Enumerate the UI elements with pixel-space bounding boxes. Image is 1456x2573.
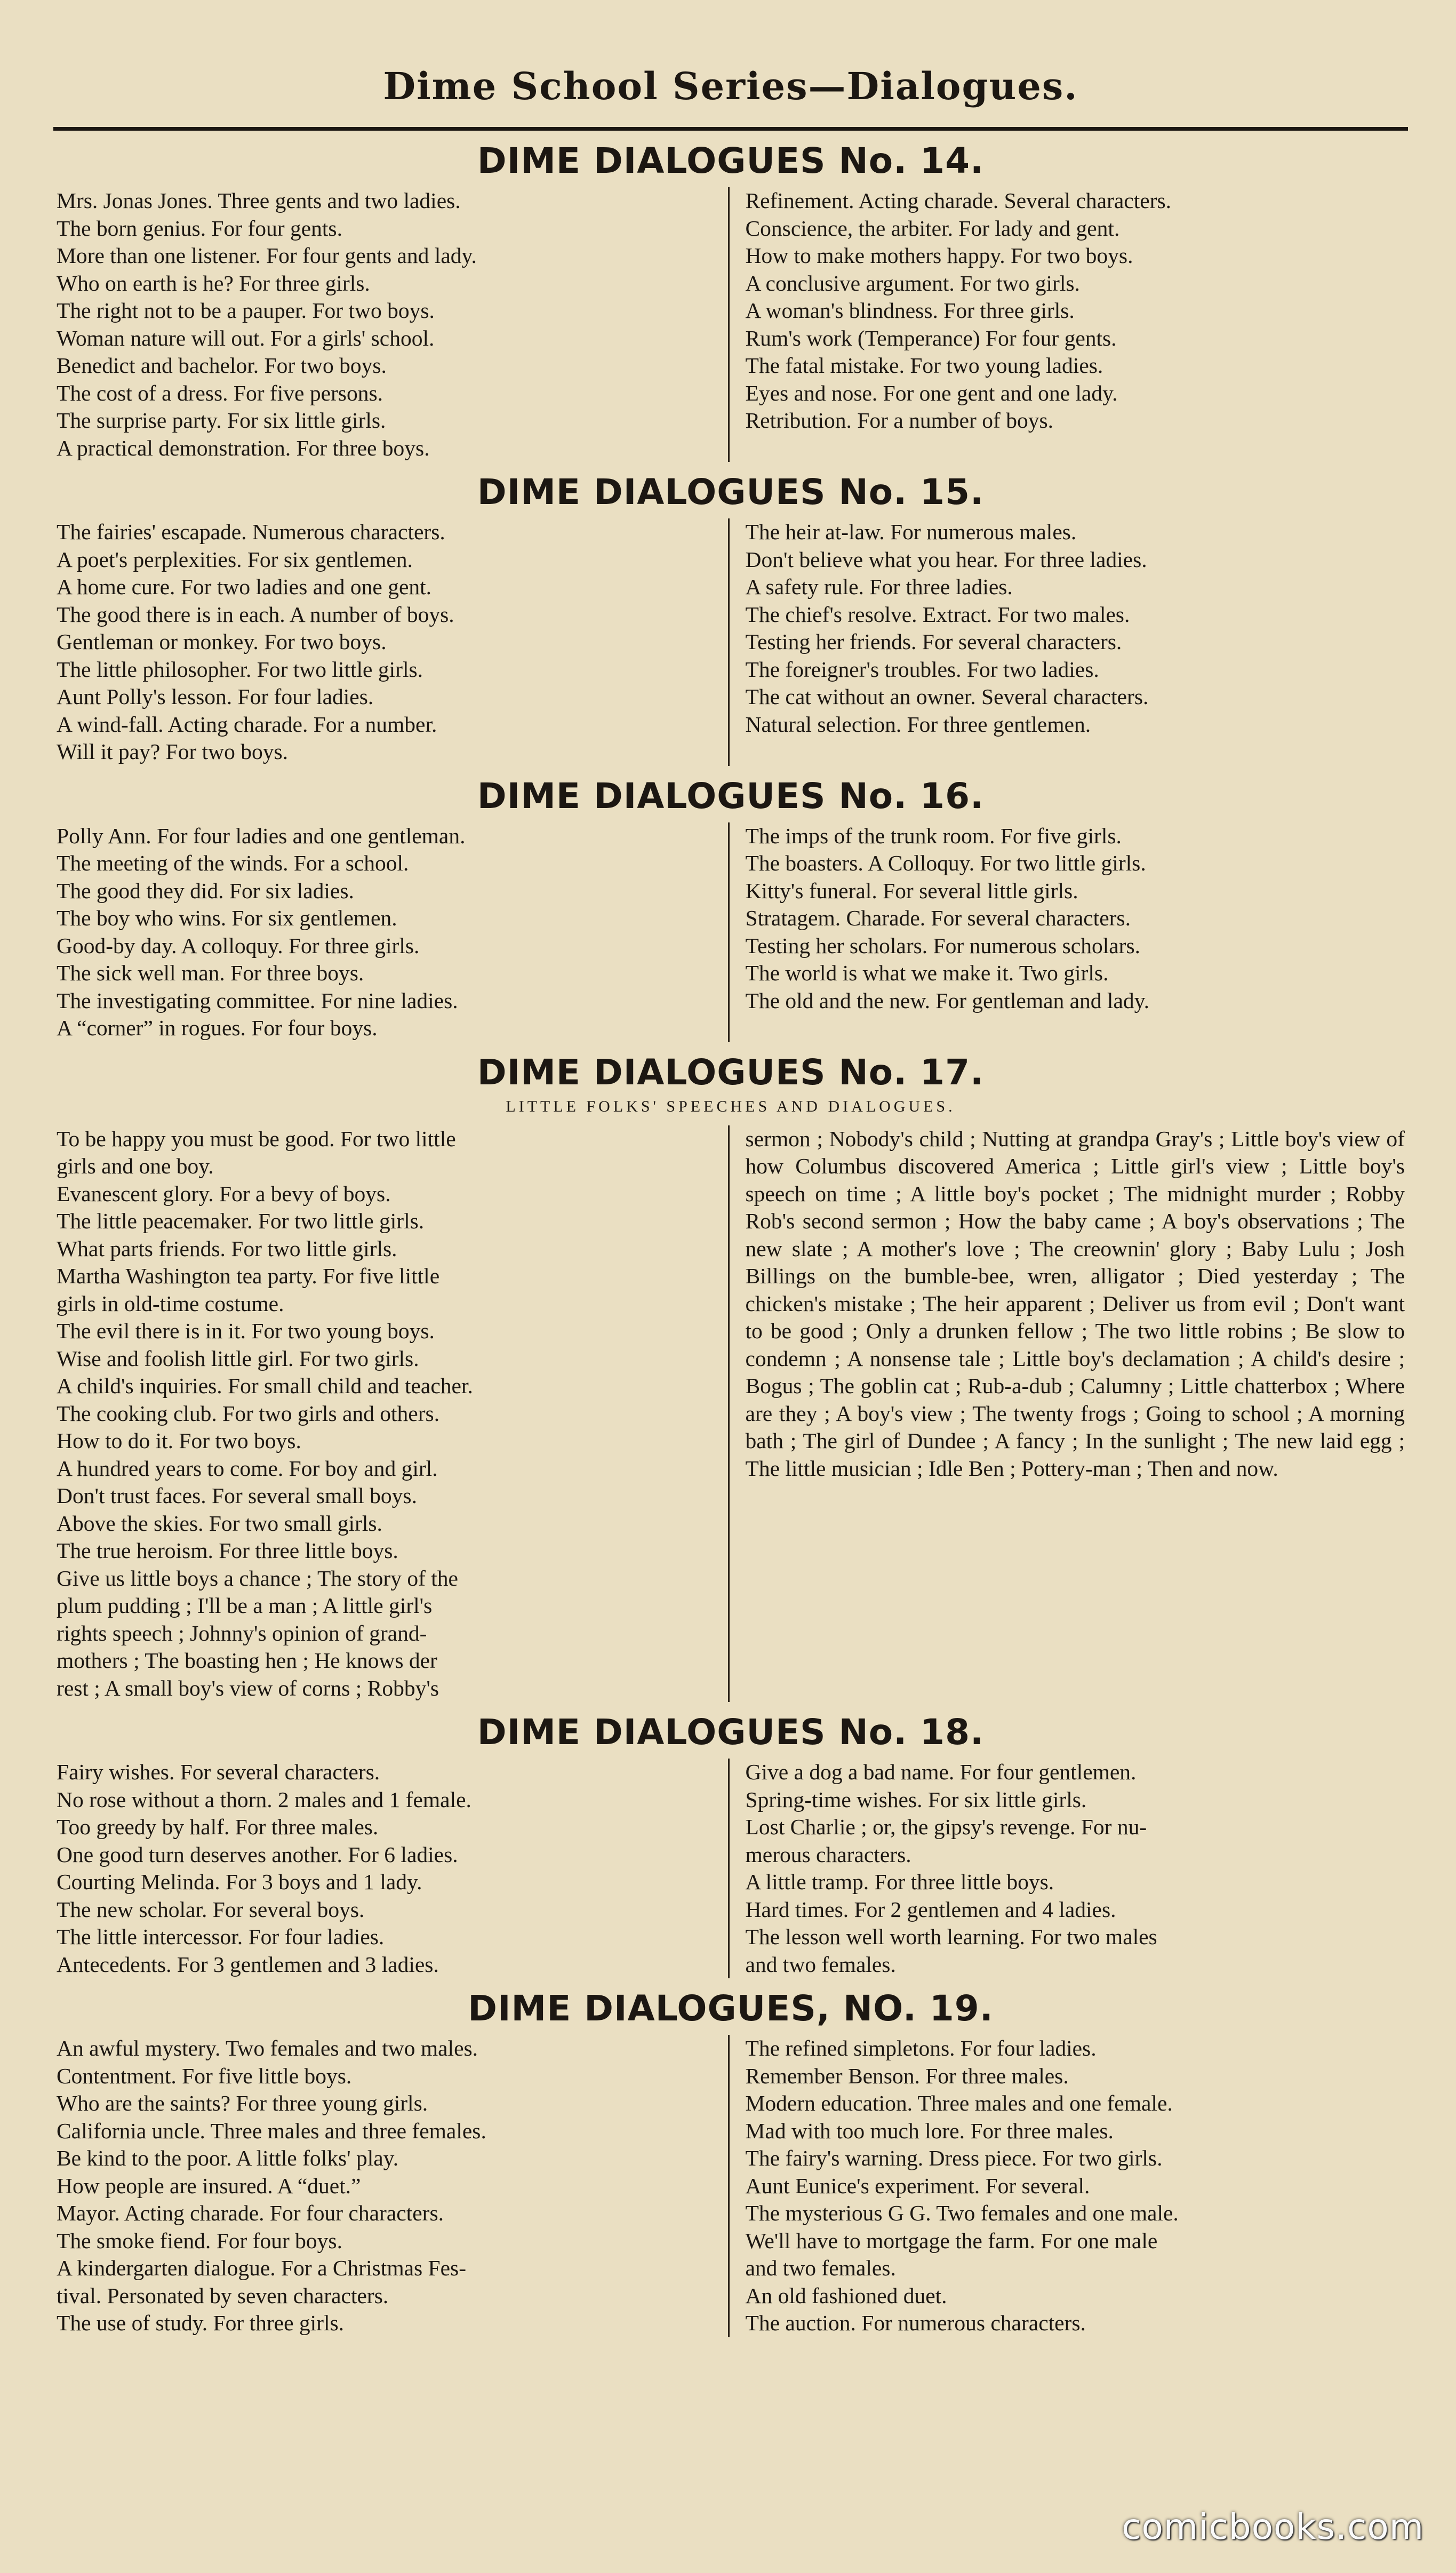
list-item: Stratagem. Charade. For several characters.	[745, 906, 1131, 930]
list-item: Who are the saints? For three young girls.	[57, 2091, 428, 2115]
list-item: The little intercessor. For four ladies.	[57, 1924, 385, 1949]
list-item: The good they did. For six ladies.	[57, 878, 354, 903]
list-item: The fairy's warning. Dress piece. For two girls.	[745, 2146, 1163, 2170]
list-item: The old and the new. For gentleman and lady.	[745, 988, 1150, 1013]
list-item: The heir at-law. For numerous males.	[745, 520, 1077, 544]
list-item: The cost of a dress. For five persons.	[57, 380, 383, 405]
list-item: The born genius. For four gents.	[57, 215, 342, 241]
list-item: The cat without an owner. Several characters.	[745, 684, 1149, 709]
list-item: girls and one boy.	[57, 1154, 214, 1178]
watermark: comicbooks.com	[1122, 2506, 1424, 2547]
catalog-page	[53, 0, 1408, 2573]
list-item: rest ; A small boy's view of corns ; Robby's	[57, 1675, 439, 1700]
list-item: The sick well man. For three boys.	[57, 961, 364, 985]
list-item: A home cure. For two ladies and one gent.	[57, 574, 432, 599]
paragraph: sermon ; Nobody's child ; Nutting at grandpa Gray's ; Little boy's view of how Columbus discovered America ; Little girl's view ; Little boy's speech on time ; A little boy's pocket ; The midnight murder ; Robby Rob's second sermon ; How the baby came ; A boy's observations ; The new slate ; A mother's love ; The creownin' glory ; Baby Lulu ; Josh Billings on the bumble-bee, wren, alligator ; Died yesterday ; The chicken's mistake ; The heir apparent ; Deliver us from evil ; Don't want to be good ; Only a drunken fellow ; The two little robins ; Be slow to condemn ; A nonsense tale ; Little boy's declamation ; A child's desire ; Bogus ; The goblin cat ; Rub-a-dub ; Calumny ; Little chatterbox ; Where are they ; A boy's view ; The twenty frogs ; Going to school ; A morning bath ; The girl of Dundee ; A fancy ; In the sunlight ; The new laid egg ; The little musician ; Idle Ben ; Pottery-man ; Then and now.	[745, 1126, 1405, 1481]
list-item: No rose without a thorn. 2 males and 1 female.	[57, 1787, 471, 1812]
dialogue-section	[53, 775, 1408, 1042]
list-item: Conscience, the arbiter. For lady and gent.	[745, 215, 1120, 241]
dialogue-section	[53, 474, 1408, 766]
list-item: The new scholar. For several boys.	[57, 1897, 365, 1922]
list-item: Hard times. For 2 gentlemen and 4 ladies.	[745, 1897, 1116, 1922]
right-column	[730, 822, 1409, 1042]
list-item: Kitty's funeral. For several little girls.	[745, 878, 1078, 903]
list-item: The evil there is in it. For two young boys.	[57, 1319, 435, 1343]
page-title: Dime School Series—Dialogues.	[383, 64, 1078, 108]
list-item: The cooking club. For two girls and others.	[57, 1401, 440, 1426]
list-item: The fairies' escapade. Numerous characters.	[57, 520, 445, 544]
list-item: Too greedy by half. For three males.	[57, 1815, 379, 1839]
list-item: How people are insured. A “duet.”	[57, 2173, 361, 2198]
list-item: Testing her friends. For several characters.	[745, 629, 1122, 654]
list-item: Give a dog a bad name. For four gentlemen.	[745, 1760, 1137, 1784]
list-item: girls in old-time costume.	[57, 1291, 284, 1316]
dialogue-section	[53, 1051, 1408, 1703]
list-item: Above the skies. For two small girls.	[57, 1511, 382, 1536]
list-item: and two females.	[745, 1952, 896, 1977]
dialogue-section	[53, 1990, 1408, 2337]
list-item: Don't trust faces. For several small boys.	[57, 1483, 417, 1508]
list-item: The world is what we make it. Two girls.	[745, 961, 1109, 985]
list-item: A kindergarten dialogue. For a Christmas Fes-	[57, 2256, 467, 2280]
list-item: Woman nature will out. For a girls' school.	[57, 325, 435, 350]
list-item: rights speech ; Johnny's opinion of grand-	[57, 1620, 427, 1645]
list-item: Gentleman or monkey. For two boys.	[57, 629, 387, 654]
left-column	[53, 2035, 730, 2337]
list-item: The fatal mistake. For two young ladies.	[745, 353, 1103, 378]
right-column	[730, 2035, 1409, 2337]
section-columns	[53, 2035, 1408, 2337]
list-item: Polly Ann. For four ladies and one gentleman.	[57, 823, 466, 848]
list-item: Testing her scholars. For numerous scholars.	[745, 933, 1140, 958]
list-item: A woman's blindness. For three girls.	[745, 298, 1075, 323]
list-item: Contentment. For five little boys.	[57, 2063, 352, 2088]
list-item: One good turn deserves another. For 6 ladies.	[57, 1842, 458, 1867]
list-item: An awful mystery. Two females and two males.	[57, 2036, 478, 2060]
list-item: Spring-time wishes. For six little girls.	[745, 1787, 1087, 1812]
list-item: The little philosopher. For two little girls.	[57, 657, 423, 682]
list-item: Fairy wishes. For several characters.	[57, 1760, 380, 1784]
list-item: Don't believe what you hear. For three ladies.	[745, 547, 1147, 572]
list-item: Will it pay? For two boys.	[57, 739, 289, 764]
list-item: How to make mothers happy. For two boys.	[745, 243, 1133, 268]
list-item: Mad with too much lore. For three males.	[745, 2118, 1114, 2143]
section-columns	[53, 822, 1408, 1042]
list-item: Mayor. Acting charade. For four characters.	[57, 2201, 444, 2225]
list-item: The foreigner's troubles. For two ladies.	[745, 657, 1099, 682]
list-item: The refined simpletons. For four ladies.	[745, 2036, 1097, 2060]
list-item: We'll have to mortgage the farm. For one male	[745, 2228, 1158, 2253]
list-item: The investigating committee. For nine ladies.	[57, 988, 458, 1013]
list-item: A wind-fall. Acting charade. For a number.	[57, 712, 437, 737]
list-item: Modern education. Three males and one female.	[745, 2091, 1173, 2115]
list-item: A safety rule. For three ladies.	[745, 574, 1013, 599]
list-item: The smoke fiend. For four boys.	[57, 2228, 342, 2253]
list-item: A conclusive argument. For two girls.	[745, 270, 1080, 295]
list-item: The true heroism. For three little boys.	[57, 1538, 398, 1563]
right-column	[730, 1759, 1409, 1978]
list-item: The surprise party. For six little girls.	[57, 408, 386, 433]
list-item: Eyes and nose. For one gent and one lady.	[745, 380, 1118, 405]
section-columns	[53, 518, 1408, 766]
list-item: Antecedents. For 3 gentlemen and 3 ladies.	[57, 1952, 439, 1977]
list-item: The meeting of the winds. For a school.	[57, 851, 409, 875]
list-item: mothers ; The boasting hen ; He knows der	[57, 1648, 437, 1673]
list-item: Lost Charlie ; or, the gipsy's revenge. For nu-	[745, 1815, 1147, 1839]
list-item: How to do it. For two boys.	[57, 1428, 301, 1453]
list-item: The good there is in each. A number of boys.	[57, 602, 454, 627]
list-item: plum pudding ; I'll be a man ; A little girl's	[57, 1593, 433, 1618]
list-item: The auction. For numerous characters.	[745, 2311, 1086, 2335]
list-item: Evanescent glory. For a bevy of boys.	[57, 1181, 391, 1206]
list-item: Mrs. Jonas Jones. Three gents and two ladies.	[57, 188, 461, 213]
list-item: Wise and foolish little girl. For two girls.	[57, 1346, 419, 1371]
list-item: tival. Personated by seven characters.	[57, 2283, 389, 2308]
section-title: DIME DIALOGUES No. 16.	[477, 775, 985, 817]
list-item: A poet's perplexities. For six gentlemen.	[57, 547, 413, 572]
section-title: DIME DIALOGUES, NO. 19.	[468, 1988, 994, 2029]
list-item: A little tramp. For three little boys.	[745, 1869, 1054, 1894]
list-item: The mysterious G G. Two females and one male.	[745, 2201, 1179, 2225]
list-item: The little peacemaker. For two little girls.	[57, 1209, 425, 1233]
list-item: Natural selection. For three gentlemen.	[745, 712, 1091, 737]
right-column	[730, 187, 1409, 462]
list-item: Martha Washington tea party. For five little	[57, 1264, 440, 1288]
list-item: A child's inquiries. For small child and teacher.	[57, 1373, 473, 1398]
section-title: DIME DIALOGUES No. 15.	[477, 472, 985, 513]
list-item: Give us little boys a chance ; The story of the	[57, 1565, 458, 1591]
left-column	[53, 518, 730, 766]
list-item: Good-by day. A colloquy. For three girls.	[57, 933, 420, 958]
section-subtitle: LITTLE FOLKS' SPEECHES AND DIALOGUES.	[506, 1097, 956, 1115]
list-item: California uncle. Three males and three females.	[57, 2118, 486, 2143]
list-item: and two females.	[745, 2256, 896, 2280]
right-column	[730, 518, 1409, 766]
list-item: The right not to be a pauper. For two boys.	[57, 298, 435, 323]
list-item: Remember Benson. For three males.	[745, 2063, 1069, 2088]
list-item: merous characters.	[745, 1842, 911, 1867]
header-rule	[53, 127, 1408, 131]
section-columns	[53, 187, 1408, 462]
dialogue-section	[53, 142, 1408, 462]
list-item: The lesson well worth learning. For two males	[745, 1924, 1157, 1949]
list-item: An old fashioned duet.	[745, 2283, 947, 2308]
left-column	[53, 822, 730, 1042]
list-item: What parts friends. For two little girls.	[57, 1236, 397, 1261]
list-item: Courting Melinda. For 3 boys and 1 lady.	[57, 1869, 422, 1894]
section-columns	[53, 1759, 1408, 1978]
list-item: Who on earth is he? For three girls.	[57, 270, 370, 295]
left-column	[53, 187, 730, 462]
right-column	[730, 1125, 1409, 1703]
section-title: DIME DIALOGUES No. 18.	[477, 1712, 985, 1753]
list-item: The boy who wins. For six gentlemen.	[57, 906, 397, 930]
dialogue-section	[53, 1714, 1408, 1978]
list-item: Refinement. Acting charade. Several characters.	[745, 188, 1171, 213]
left-column	[53, 1759, 730, 1978]
list-item: A hundred years to come. For boy and girl.	[57, 1456, 438, 1481]
list-item: Be kind to the poor. A little folks' play.	[57, 2146, 399, 2170]
list-item: Benedict and bachelor. For two boys.	[57, 353, 387, 378]
list-item: A “corner” in rogues. For four boys.	[57, 1016, 378, 1040]
list-item: The imps of the trunk room. For five girls.	[745, 823, 1122, 848]
list-item: To be happy you must be good. For two little	[57, 1126, 456, 1151]
section-columns	[53, 1125, 1408, 1703]
list-item: More than one listener. For four gents and lady.	[57, 243, 477, 268]
list-item: The chief's resolve. Extract. For two males.	[745, 602, 1130, 627]
sections-container	[53, 142, 1408, 2337]
list-item: The use of study. For three girls.	[57, 2311, 345, 2335]
left-column	[53, 1125, 730, 1703]
section-title: DIME DIALOGUES No. 17.	[477, 1051, 985, 1093]
list-item: The boasters. A Colloquy. For two little girls.	[745, 851, 1146, 875]
list-item: Rum's work (Temperance) For four gents.	[745, 325, 1117, 350]
list-item: Aunt Polly's lesson. For four ladies.	[57, 684, 374, 709]
list-item: Retribution. For a number of boys.	[745, 408, 1053, 433]
list-item: A practical demonstration. For three boys.	[57, 435, 430, 460]
list-item: Aunt Eunice's experiment. For several.	[745, 2173, 1090, 2198]
section-title: DIME DIALOGUES No. 14.	[477, 140, 985, 181]
